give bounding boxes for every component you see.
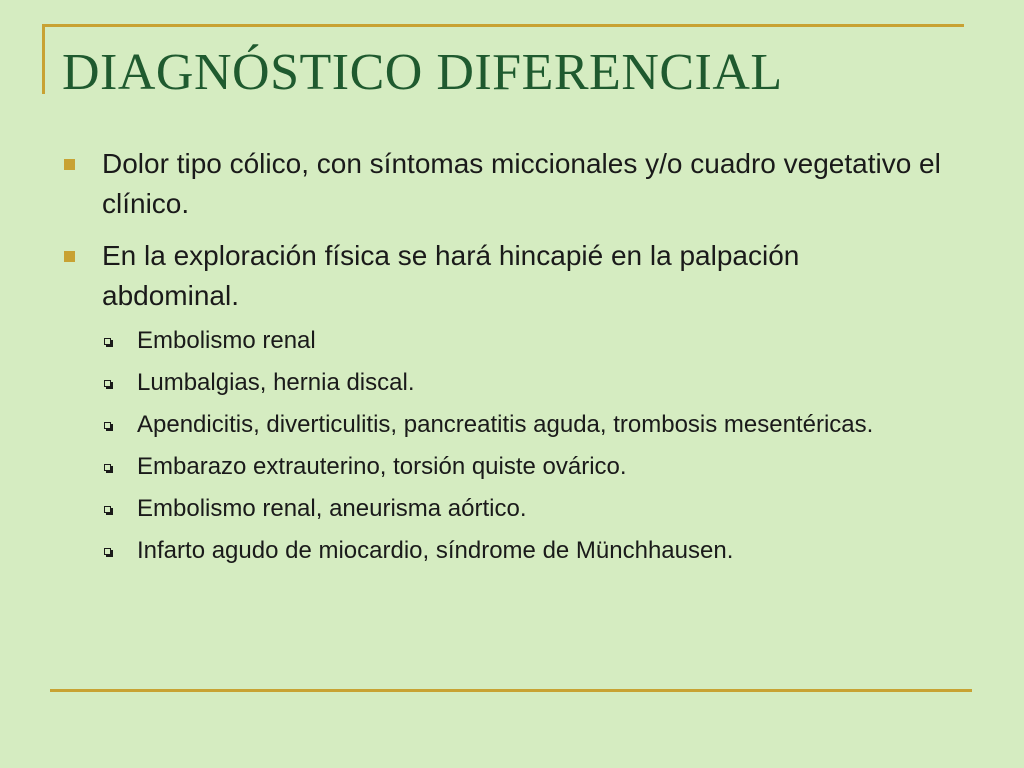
sub-bullet-text: Embolismo renal, aneurisma aórtico. (137, 495, 527, 522)
slide-title: DIAGNÓSTICO DIFERENCIAL (62, 44, 783, 101)
sub-bullet-text: Embolismo renal (137, 327, 316, 354)
bullet-list (62, 144, 942, 576)
hollow-square-bullet-icon (104, 464, 111, 471)
bullet-item (62, 144, 942, 224)
hollow-square-bullet-icon (104, 338, 111, 345)
hollow-square-bullet-icon (104, 548, 111, 555)
bottom-divider (50, 689, 972, 692)
hollow-square-bullet-icon (104, 380, 111, 387)
sub-bullet-item (62, 450, 942, 484)
square-bullet-icon (64, 251, 75, 262)
top-divider (42, 24, 964, 27)
sub-bullet-item (62, 408, 942, 442)
sub-bullet-item (62, 534, 942, 568)
square-bullet-icon (64, 159, 75, 170)
sub-bullet-text: Lumbalgias, hernia discal. (137, 369, 415, 396)
bullet-item (62, 236, 942, 316)
sub-bullet-text: Embarazo extrauterino, torsión quiste ovárico. (137, 453, 627, 480)
sub-bullet-group (62, 324, 942, 568)
sub-bullet-item (62, 366, 942, 400)
hollow-square-bullet-icon (104, 506, 111, 513)
left-divider (42, 24, 45, 94)
sub-bullet-item (62, 324, 942, 358)
sub-bullet-text: Infarto agudo de miocardio, síndrome de Münchhausen. (137, 537, 734, 564)
sub-bullet-text: Apendicitis, diverticulitis, pancreatitis aguda, trombosis mesentéricas. (137, 411, 874, 438)
hollow-square-bullet-icon (104, 422, 111, 429)
bullet-text: En la exploración física se hará hincapié en la palpación abdominal. (102, 240, 800, 311)
bullet-text: Dolor tipo cólico, con síntomas miccionales y/o cuadro vegetativo el clínico. (102, 148, 941, 219)
sub-bullet-item (62, 492, 942, 526)
sub-bullet-list (62, 324, 942, 568)
